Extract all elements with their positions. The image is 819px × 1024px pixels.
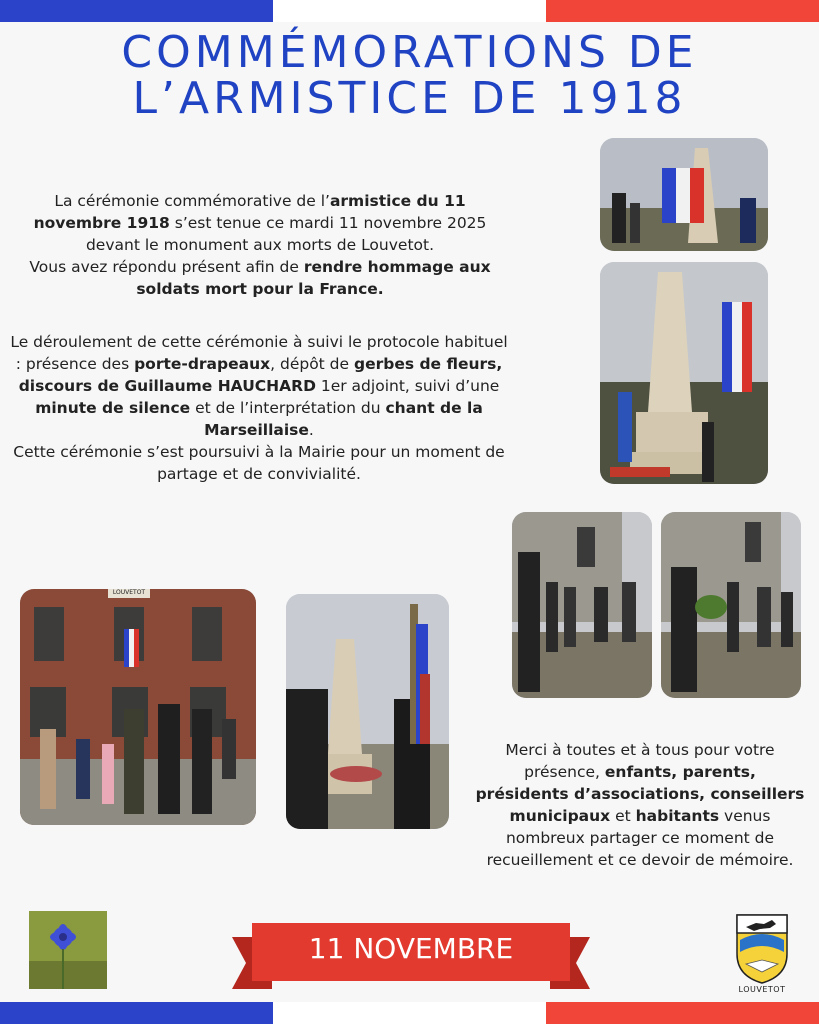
- bold-span: minute de silence: [35, 399, 191, 417]
- text-span: Cette cérémonie s’est poursuivi à la Mairie pour un moment de partage et de convivialité.: [13, 443, 505, 483]
- bold-span: chant de la Marseillaise: [204, 399, 483, 439]
- bold-span: enfants, parents, présidents d’associations, conseillers municipaux: [475, 763, 805, 825]
- text-span: .: [308, 421, 314, 439]
- title-line-1: COMMÉMORATIONS DE: [121, 27, 698, 78]
- cornflower-image: [29, 911, 107, 989]
- text-span: Vous avez répondu présent afin de: [29, 258, 304, 276]
- text-span: 1er adjoint, suivi d’une: [315, 377, 500, 395]
- text-span: s’est tenue ce mardi 11 novembre 2025 devant le monument aux morts de Louvetot.: [85, 214, 487, 254]
- mairie-sign: LOUVETOT: [108, 589, 150, 598]
- bold-span: gerbes de fleurs, discours de Guillaume HAUCHARD: [18, 355, 503, 395]
- photo-church-group-2: [661, 512, 801, 698]
- bold-span: porte-drapeaux: [134, 355, 271, 373]
- thanks-paragraph: [475, 739, 805, 871]
- bold-span: rendre hommage aux soldats mort pour la France.: [136, 258, 491, 298]
- ceremony-paragraph: [6, 331, 512, 485]
- flag-bar-top: [0, 0, 819, 22]
- photo-monument: [600, 262, 768, 484]
- text-span: La cérémonie commémorative de l’: [54, 192, 330, 210]
- bold-span: armistice du 11 novembre 1918: [33, 192, 466, 232]
- date-ribbon: [232, 915, 590, 989]
- text-span: , dépôt de: [270, 355, 354, 373]
- photo-mairie: [20, 589, 256, 825]
- text-span: venus nombreux partager ce moment de recueillement et ce devoir de mémoire.: [486, 807, 794, 869]
- text-span: et de l’interprétation du: [190, 399, 386, 417]
- flag-bar-bottom: [0, 1002, 819, 1024]
- text-span: Le déroulement de cette cérémonie à suivi le protocole habituel : présence des: [10, 333, 508, 373]
- photo-flags-monument: [600, 138, 768, 251]
- louvetot-crest-icon: [736, 914, 788, 984]
- title-line-2: L’ARMISTICE DE 1918: [132, 73, 687, 124]
- bold-span: habitants: [635, 807, 720, 825]
- text-span: et: [610, 807, 636, 825]
- intro-paragraph: [10, 190, 510, 300]
- page-title: [0, 27, 819, 124]
- crest-label: LOUVETOT: [738, 985, 786, 994]
- ribbon-text: 11 NOVEMBRE: [308, 932, 514, 965]
- photo-church-group-1: [512, 512, 652, 698]
- photo-monument-people: [286, 594, 449, 829]
- text-span: Merci à toutes et à tous pour votre présence,: [505, 741, 775, 781]
